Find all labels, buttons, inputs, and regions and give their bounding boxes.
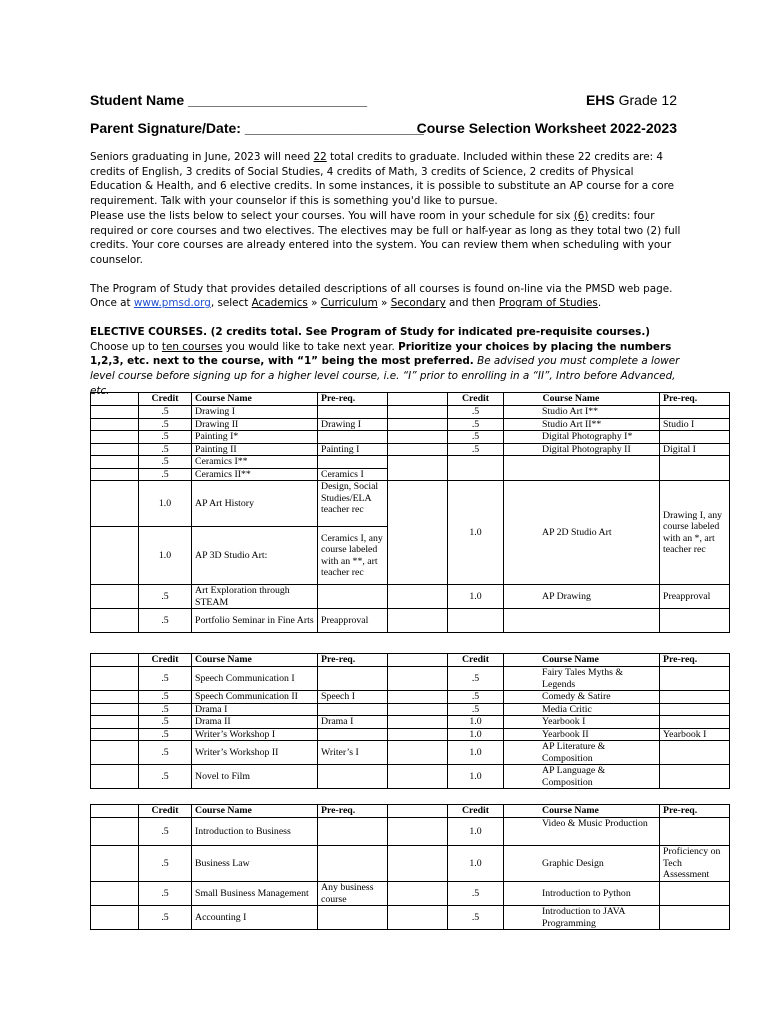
table-row bbox=[91, 765, 730, 789]
table-cell: Art Exploration through STEAM bbox=[192, 585, 318, 609]
table-cell: .5 bbox=[139, 703, 192, 716]
table-cell: AP 2D Studio Art bbox=[504, 481, 660, 585]
table-cell: Credit bbox=[139, 805, 192, 818]
table-cell bbox=[660, 818, 730, 846]
table-cell: 1.0 bbox=[448, 585, 504, 609]
table-cell: Credit bbox=[448, 805, 504, 818]
table-cell: .5 bbox=[139, 741, 192, 765]
table-cell bbox=[318, 456, 388, 469]
table-cell: 1.0 bbox=[448, 481, 504, 585]
table-cell: Course Name bbox=[540, 393, 660, 406]
table-cell: .5 bbox=[139, 418, 192, 431]
table-cell: Portfolio Seminar in Fine Arts bbox=[192, 609, 318, 633]
academics-link[interactable]: Academics bbox=[251, 297, 308, 310]
table-cell bbox=[660, 691, 730, 704]
table-cell bbox=[318, 728, 388, 741]
table-cell: Studio Art I** bbox=[504, 406, 660, 419]
table-cell: Ceramics I, any course labeled with an **, art teacher rec bbox=[318, 527, 388, 585]
table-cell: Video & Music Production bbox=[504, 818, 660, 846]
instructions-paragraph: Please use the lists below to select your courses. You will have room in your schedule for six (6) credits: four required or core courses and two electives. The electives may be full or half-year as long as they total two (2) full credits. Your core courses are already entered into the system. You can review them when scheduling with your counselor. bbox=[90, 209, 681, 266]
table-cell bbox=[660, 431, 730, 444]
table-cell: 1.0 bbox=[448, 741, 504, 765]
table-cell bbox=[660, 765, 730, 789]
table-cell: AP 3D Studio Art: bbox=[192, 527, 318, 585]
empty-cell bbox=[388, 609, 448, 633]
table-cell: .5 bbox=[448, 691, 504, 704]
table-cell: Painting I bbox=[318, 443, 388, 456]
table-row bbox=[91, 741, 730, 765]
choice-rank-cell[interactable] bbox=[388, 691, 448, 704]
table-row bbox=[91, 703, 730, 716]
table-cell: Writer’s Workshop II bbox=[192, 741, 318, 765]
choice-rank-cell[interactable] bbox=[91, 431, 139, 444]
table-header-row bbox=[91, 654, 730, 667]
art-courses-table bbox=[90, 392, 730, 633]
table-cell: .5 bbox=[139, 456, 192, 469]
choice-rank-cell[interactable] bbox=[91, 456, 139, 469]
choice-rank-cell[interactable] bbox=[91, 716, 139, 729]
choice-rank-cell[interactable] bbox=[91, 481, 139, 527]
table-row bbox=[91, 716, 730, 729]
table-cell: .5 bbox=[139, 468, 192, 481]
table-cell: Ceramics I bbox=[318, 468, 388, 481]
choice-rank-cell[interactable] bbox=[91, 443, 139, 456]
curriculum-link[interactable]: Curriculum bbox=[320, 297, 378, 310]
empty-cell bbox=[448, 456, 504, 481]
table-cell: AP Literature & Composition bbox=[504, 741, 660, 765]
table-cell: 1.0 bbox=[139, 481, 192, 527]
table-cell: .5 bbox=[448, 703, 504, 716]
choice-rank-cell[interactable] bbox=[91, 741, 139, 765]
choice-rank-cell[interactable] bbox=[388, 906, 448, 930]
table-cell: .5 bbox=[139, 882, 192, 906]
table-cell: .5 bbox=[139, 585, 192, 609]
table-cell: Drama I bbox=[318, 716, 388, 729]
table-cell: Course Name bbox=[504, 805, 660, 818]
table-row bbox=[91, 906, 730, 930]
table-cell: AP Art History bbox=[192, 481, 318, 527]
table-cell: Fairy Tales Myths & Legends bbox=[504, 667, 660, 691]
table-row bbox=[91, 609, 730, 633]
table-cell: Media Critic bbox=[504, 703, 660, 716]
table-cell: Yearbook I bbox=[660, 728, 730, 741]
table-cell: .5 bbox=[139, 818, 192, 846]
table-cell: Graphic Design bbox=[504, 846, 660, 882]
table-row bbox=[91, 728, 730, 741]
table-cell: Comedy & Satire bbox=[504, 691, 660, 704]
empty-cell bbox=[660, 609, 730, 633]
table-cell: Digital I bbox=[660, 443, 730, 456]
table-cell: .5 bbox=[448, 443, 504, 456]
table-cell: .5 bbox=[448, 431, 504, 444]
table-cell: Course Name bbox=[192, 805, 318, 818]
choice-rank-cell[interactable] bbox=[388, 703, 448, 716]
table-cell: Pre-req. bbox=[318, 805, 388, 818]
table-row bbox=[91, 418, 730, 431]
table-cell: Writer’s I bbox=[318, 741, 388, 765]
table-cell: Novel to Film bbox=[192, 765, 318, 789]
table-cell: .5 bbox=[139, 406, 192, 419]
table-cell: Course Name bbox=[192, 393, 318, 406]
table-cell: .5 bbox=[139, 846, 192, 882]
table-cell: .5 bbox=[139, 716, 192, 729]
choice-rank-cell[interactable] bbox=[91, 703, 139, 716]
table-cell: Yearbook I bbox=[504, 716, 660, 729]
choice-rank-cell[interactable] bbox=[91, 609, 139, 633]
table-cell: Course Name bbox=[504, 654, 660, 667]
empty-cell bbox=[91, 654, 139, 667]
table-cell: AP Drawing bbox=[504, 585, 660, 609]
table-cell: Drawing I, any course labeled with an *, art teacher rec bbox=[660, 481, 730, 585]
table-cell: Digital Photography I* bbox=[504, 431, 660, 444]
table-cell: .5 bbox=[139, 609, 192, 633]
empty-cell bbox=[504, 456, 660, 481]
table-cell: Pre-req. bbox=[318, 654, 388, 667]
choice-rank-cell[interactable] bbox=[91, 906, 139, 930]
table-row bbox=[91, 818, 730, 846]
table-cell: Preapproval bbox=[318, 609, 388, 633]
table-cell: Studio Art II** bbox=[504, 418, 660, 431]
table-row bbox=[91, 846, 730, 882]
choice-rank-cell[interactable] bbox=[91, 527, 139, 585]
table-cell bbox=[660, 667, 730, 691]
table-cell: Speech Communication II bbox=[192, 691, 318, 704]
table-cell bbox=[660, 716, 730, 729]
table-cell: 1.0 bbox=[448, 765, 504, 789]
table-cell: .5 bbox=[448, 418, 504, 431]
table-cell: .5 bbox=[448, 667, 504, 691]
empty-cell bbox=[504, 609, 660, 633]
choice-rank-cell[interactable] bbox=[91, 667, 139, 691]
table-cell bbox=[318, 703, 388, 716]
program-of-study-paragraph: The Program of Study that provides detailed descriptions of all courses is found on-line via the PMSD web page. Once at www.pmsd.org, select Academics » Curriculum » Secondary and then Program of Studies. bbox=[90, 282, 673, 310]
school-grade bbox=[586, 92, 677, 108]
table-cell: Pre-req. bbox=[660, 805, 730, 818]
table-cell bbox=[318, 406, 388, 419]
table-row bbox=[91, 481, 730, 527]
student-name-line[interactable]: Student Name _______________________ bbox=[90, 92, 368, 108]
table-cell: .5 bbox=[139, 443, 192, 456]
table-cell: Yearbook II bbox=[504, 728, 660, 741]
secondary-link[interactable]: Secondary bbox=[390, 297, 446, 310]
table-cell: Ceramics I** bbox=[192, 456, 318, 469]
electives-heading: ELECTIVE COURSES. (2 credits total. See Program of Study for indicated pre-requisite courses.) bbox=[90, 326, 651, 339]
table-cell: Proficiency on Tech Assessment bbox=[660, 846, 730, 882]
table-cell: Writer’s Workshop I bbox=[192, 728, 318, 741]
choice-rank-cell[interactable] bbox=[91, 406, 139, 419]
choice-rank-cell[interactable] bbox=[91, 468, 139, 481]
table-cell: Painting II bbox=[192, 443, 318, 456]
table-cell: .5 bbox=[139, 728, 192, 741]
table-row bbox=[91, 667, 730, 691]
table-cell: Credit bbox=[139, 393, 192, 406]
choice-rank-cell[interactable] bbox=[91, 846, 139, 882]
choice-rank-cell[interactable] bbox=[388, 431, 448, 444]
table-cell: Introduction to JAVA Programming bbox=[504, 906, 660, 930]
table-cell: 1.0 bbox=[448, 716, 504, 729]
table-cell: AP Language & Composition bbox=[504, 765, 660, 789]
table-cell: Credit bbox=[448, 654, 504, 667]
table-cell: .5 bbox=[139, 765, 192, 789]
table-cell: Studio I bbox=[660, 418, 730, 431]
choice-rank-cell[interactable] bbox=[388, 585, 448, 609]
pmsd-link[interactable]: www.pmsd.org bbox=[133, 297, 211, 310]
choice-rank-cell[interactable] bbox=[91, 585, 139, 609]
table-cell: Credit bbox=[448, 393, 504, 406]
empty-cell bbox=[91, 393, 139, 406]
table-cell bbox=[660, 406, 730, 419]
table-cell: Course Name bbox=[192, 654, 318, 667]
table-header-row bbox=[91, 805, 730, 818]
table-row bbox=[91, 456, 730, 469]
choice-rank-cell[interactable] bbox=[388, 716, 448, 729]
table-cell: Introduction to Business bbox=[192, 818, 318, 846]
empty-cell bbox=[388, 654, 448, 667]
table-cell bbox=[660, 906, 730, 930]
empty-cell bbox=[660, 456, 730, 481]
choice-rank-cell[interactable] bbox=[388, 765, 448, 789]
choice-rank-cell[interactable] bbox=[388, 846, 448, 882]
business-courses-table bbox=[90, 804, 730, 930]
table-cell: Introduction to Python bbox=[504, 882, 660, 906]
table-cell bbox=[318, 906, 388, 930]
choice-rank-cell[interactable] bbox=[91, 882, 139, 906]
table-row bbox=[91, 691, 730, 704]
table-cell bbox=[318, 431, 388, 444]
table-cell: .5 bbox=[448, 906, 504, 930]
table-header-row bbox=[91, 393, 730, 406]
table-cell: .5 bbox=[139, 906, 192, 930]
empty-cell bbox=[388, 805, 448, 818]
table-cell: Drawing II bbox=[192, 418, 318, 431]
table-cell: Small Business Management bbox=[192, 882, 318, 906]
table-cell: Pre-req. bbox=[660, 654, 730, 667]
table-row bbox=[91, 443, 730, 456]
table-cell: Painting I* bbox=[192, 431, 318, 444]
table-cell bbox=[660, 882, 730, 906]
empty-cell bbox=[448, 609, 504, 633]
table-cell: Drawing I bbox=[318, 418, 388, 431]
table-cell: 1.0 bbox=[448, 818, 504, 846]
table-cell bbox=[318, 846, 388, 882]
table-cell: Speech Communication I bbox=[192, 667, 318, 691]
table-row bbox=[91, 406, 730, 419]
choice-rank-cell[interactable] bbox=[388, 406, 448, 419]
table-cell: .5 bbox=[139, 431, 192, 444]
table-row bbox=[91, 431, 730, 444]
table-cell: Preapproval bbox=[660, 585, 730, 609]
table-cell: 1.0 bbox=[448, 846, 504, 882]
table-cell bbox=[660, 741, 730, 765]
table-cell: .5 bbox=[448, 882, 504, 906]
choice-rank-cell[interactable] bbox=[388, 667, 448, 691]
choice-rank-cell[interactable] bbox=[91, 765, 139, 789]
table-cell: Design, Social Studies/ELA teacher rec bbox=[318, 481, 388, 527]
choice-rank-cell[interactable] bbox=[388, 818, 448, 846]
choice-rank-cell[interactable] bbox=[388, 882, 448, 906]
credits-paragraph: Seniors graduating in June, 2023 will need 22 total credits to graduate. Included within these 22 credits are: 4 credits of English, 3 credits of Social Studies, 4 credits of Math, 3 credits of Science, 2 credits of Physical Education & Health, and 6 elective credits. In some instances, it is possible to substitute an AP course for a core requirement. Talk with your counselor if this is something you'd like to pursue. bbox=[90, 151, 675, 208]
table-cell: 1.0 bbox=[448, 728, 504, 741]
table-cell: Any business course bbox=[318, 882, 388, 906]
empty-cell bbox=[388, 456, 448, 481]
table-row bbox=[91, 585, 730, 609]
empty-cell bbox=[91, 805, 139, 818]
empty-cell bbox=[504, 393, 540, 406]
table-cell: .5 bbox=[139, 667, 192, 691]
table-cell: .5 bbox=[139, 691, 192, 704]
choice-rank-cell[interactable] bbox=[388, 443, 448, 456]
parent-signature-line[interactable]: Parent Signature/Date: _______________________ bbox=[90, 120, 424, 136]
electives-instructions: Choose up to ten courses you would like to take next year. Prioritize your choices by placing the numbers 1,2,3, etc. next to the course, with “1” being the most preferred. Be advised you must complete a lower level course before signing up for a higher level course, i.e. “I” prior to enrolling in a “II”, Intro before Advanced, etc. bbox=[90, 340, 680, 397]
table-cell: Pre-req. bbox=[318, 393, 388, 406]
choice-rank-cell[interactable] bbox=[388, 728, 448, 741]
table-cell bbox=[318, 818, 388, 846]
worksheet-title: Course Selection Worksheet 2022-2023 bbox=[416, 120, 677, 136]
table-cell: Digital Photography II bbox=[504, 443, 660, 456]
table-cell: Speech I bbox=[318, 691, 388, 704]
communications-courses-table bbox=[90, 653, 730, 789]
table-cell: Drawing I bbox=[192, 406, 318, 419]
choice-rank-cell[interactable] bbox=[91, 728, 139, 741]
table-row bbox=[91, 882, 730, 906]
table-cell: Business Law bbox=[192, 846, 318, 882]
choice-rank-cell[interactable] bbox=[388, 418, 448, 431]
choice-rank-cell[interactable] bbox=[91, 818, 139, 846]
table-cell: Drama I bbox=[192, 703, 318, 716]
choice-rank-cell[interactable] bbox=[91, 691, 139, 704]
table-cell bbox=[318, 585, 388, 609]
program-of-studies-link[interactable]: Program of Studies bbox=[498, 297, 598, 310]
choice-rank-cell[interactable] bbox=[388, 741, 448, 765]
table-cell: Credit bbox=[139, 654, 192, 667]
table-cell: 1.0 bbox=[139, 527, 192, 585]
table-cell bbox=[660, 703, 730, 716]
choice-rank-cell[interactable] bbox=[91, 418, 139, 431]
school-name: EHS bbox=[585, 92, 615, 108]
intro-text bbox=[90, 150, 686, 399]
grade-label: Grade 12 bbox=[618, 92, 677, 108]
table-cell bbox=[318, 765, 388, 789]
table-cell bbox=[318, 667, 388, 691]
table-cell: Accounting I bbox=[192, 906, 318, 930]
choice-rank-cell[interactable] bbox=[388, 481, 448, 585]
table-cell: Pre-req. bbox=[660, 393, 730, 406]
table-cell: Drama II bbox=[192, 716, 318, 729]
table-cell: Ceramics II** bbox=[192, 468, 318, 481]
empty-cell bbox=[388, 393, 448, 406]
table-cell: .5 bbox=[448, 406, 504, 419]
